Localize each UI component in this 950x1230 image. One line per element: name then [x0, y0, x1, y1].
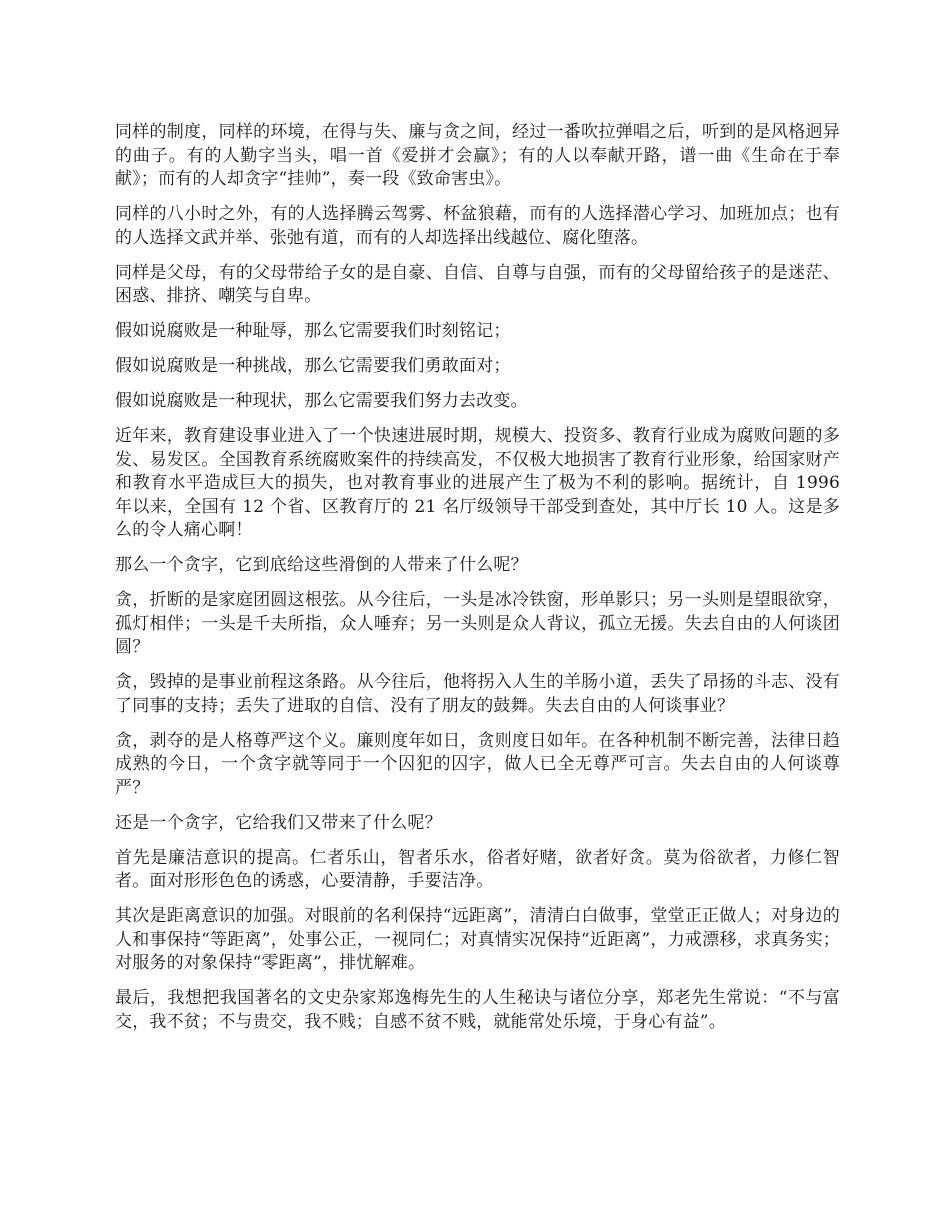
paragraph: 同样的制度，同样的环境，在得与失、廉与贪之间，经过一番吹拉弹唱之后，听到的是风格迥异的曲子。有的人勤字当头，唱一首《爱拼才会赢》；有的人以奉献开路，谱一曲《生命在于奉献》；而有的人却贪字“挂帅”，奏一段《致命害虫》。	[115, 122, 840, 189]
paragraph: 假如说腐败是一种耻辱，那么它需要我们时刻铭记；	[115, 321, 511, 341]
paragraph: 那么一个贪字，它到底给这些滑倒的人带来了什么呢？	[115, 555, 528, 575]
paragraph: 首先是廉洁意识的提高。仁者乐山，智者乐水，俗者好赌，欲者好贪。莫为俗欲者，力修仁智者。面对形形色色的诱惑，心要清静，手要洁净。	[115, 847, 840, 891]
paragraph: 还是一个贪字，它给我们又带来了什么呢？	[115, 812, 442, 833]
paragraph: 贪，折断的是家庭团圆这根弦。从今往后，一头是冰冷铁窗，形单影只；另一头则是望眼欲穿，孤灯相伴；一头是千夫所指，众人唾弃；另一头则是众人背议，孤立无援。失去自由的人何谈团圆？	[115, 590, 840, 657]
paragraph: 贪，剥夺的是人格尊严这个义。廉则度年如日，贪则度日如年。在各种机制不断完善，法律日趋成熟的今日，一个贪字就等同于一个囚犯的囚字，做人已全无尊严可言。失去自由的人何谈尊严？	[115, 730, 840, 798]
paragraph: 同样的八小时之外，有的人选择腾云驾雾、杯盆狼藉，而有的人选择潜心学习、加班加点；也有的人选择文武并举、张弛有道，而有的人却选择出线越位、腐化堕落。	[115, 204, 840, 248]
paragraph: 最后，我想把我国著名的文史杂家郑逸梅先生的人生秘诀与诸位分享，郑老先生常说：“不与富交，我不贫；不与贵交，我不贱；自感不贫不贱，就能常处乐境，于身心有益”。	[115, 988, 840, 1032]
document-body	[115, 121, 840, 1046]
paragraph: 近年来，教育建设事业进入了一个快速进展时期，规模大、投资多、教育行业成为腐败问题的多发、易发区。全国教育系统腐败案件的持续高发，不仅极大地损害了教育行业形象，给国家财产和教育水平造成巨大的损失，也对教育事业的进展产生了极为不利的影响。据统计，自 1996 年以来，全国有 12 个省、区教育厅的 21 名厅级领导干部受到查处，其中厅长 10 人。这是多么的令人痛心啊！	[115, 426, 840, 540]
paragraph: 其次是距离意识的加强。对眼前的名利保持“远距离”，清清白白做事，堂堂正正做人；对身边的人和事保持“等距离”，处事公正，一视同仁；对真情实况保持“近距离”，力戒漂移，求真务实；对服务的对象保持“零距离”，排忧解难。	[115, 906, 840, 973]
paragraph: 同样是父母，有的父母带给子女的是自豪、自信、自尊与自强，而有的父母留给孩子的是迷茫、困惑、排挤、嘲笑与自卑。	[115, 262, 840, 306]
paragraph: 假如说腐败是一种挑战，那么它需要我们勇敢面对；	[115, 356, 511, 376]
paragraph: 假如说腐败是一种现状，那么它需要我们努力去改变。	[115, 391, 528, 411]
paragraph: 贪，毁掉的是事业前程这条路。从今往后，他将拐入人生的羊肠小道，丢失了昂扬的斗志、没有了同事的支持；丢失了进取的自信、没有了朋友的鼓舞。失去自由的人何谈事业？	[115, 672, 840, 716]
